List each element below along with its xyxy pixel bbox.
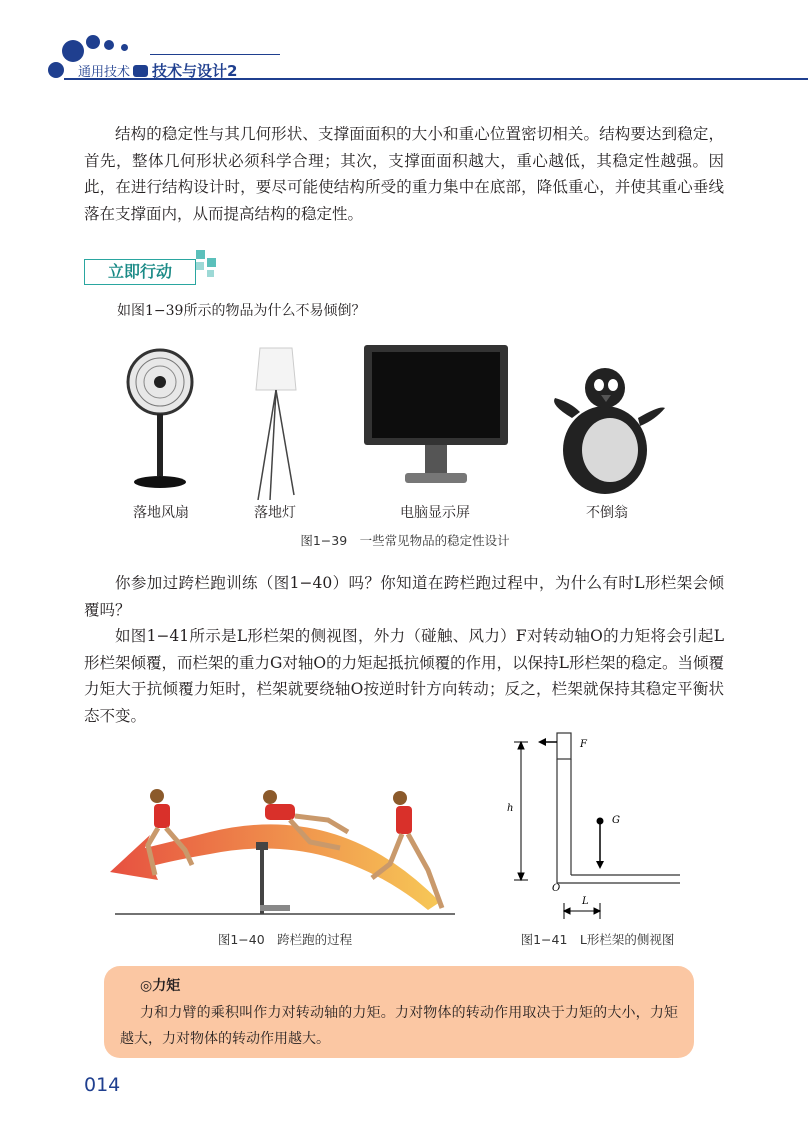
label-f: F (580, 739, 587, 750)
fig40-caption: 图1−40 跨栏跑的过程 (217, 932, 353, 947)
action-deco-square-4 (207, 270, 214, 277)
height-h-dimension (514, 742, 528, 880)
fig39-label-fan: 落地风扇 (133, 505, 189, 521)
floor-lamp-image (256, 348, 296, 500)
fig41-caption: 图1−41 L形栏架的侧视图 (520, 932, 675, 947)
header-dot-small (104, 40, 114, 50)
label-o: O (552, 883, 561, 894)
action-deco-square-3 (196, 262, 204, 270)
hurdle-question: 你参加过跨栏跑训练（图1−40）吗？你知道在跨栏跑过程中，为什么有时L形栏架会倾覆吗？ (84, 574, 724, 619)
fan-image (128, 350, 192, 488)
label-g: G (612, 815, 620, 826)
tumbler-image (554, 368, 665, 494)
header-dot-medium (86, 35, 100, 49)
action-label: 立即行动 (84, 259, 196, 285)
l-frame (557, 733, 680, 883)
torque-explanation: 如图1−41所示是L形栏架的侧视图，外力（碰触、风力）F对转动轴O的力矩将会引起L形栏架倾覆，而栏架的重力G对轴O的力矩起抵抗倾覆的作用，以保持L形栏架的稳定。当倾覆力矩大于抗倾覆力矩时，栏架就要绕轴O按逆时针方向转动；反之，栏架就保持其稳定平衡状态不变。 (84, 627, 724, 725)
fig39-label-tumbler: 不倒翁 (586, 505, 628, 521)
torque-box-title: ◎力矩 (140, 978, 181, 994)
action-question: 如图1−39所示的物品为什么不易倾倒？ (117, 303, 366, 319)
label-l: L (582, 896, 589, 907)
header-series: 通用技术 (78, 65, 131, 80)
figure-1-41 (500, 725, 695, 925)
action-deco-square-1 (196, 250, 205, 259)
header-dot-tiny (121, 44, 128, 51)
header-dot-large (62, 40, 84, 62)
intro-paragraph: 结构的稳定性与其几何形状、支撑面面积的大小和重心位置密切相关。结构要达到稳定，首先，整体几何形状必须科学合理；其次，支撑面面积越大，重心越低，其稳定性越强。因此，在进行结构设计时，要尽可能使结构所受的重力集中在底部，降低重心，并使其重心垂线落在支撑面内，从而提高结构的稳定性。 (84, 125, 724, 223)
monitor-image (364, 345, 508, 483)
fig39-label-lamp: 落地灯 (254, 505, 296, 521)
gravity-g-arrow (596, 818, 604, 870)
force-f-arrow (538, 738, 557, 746)
header-badge (133, 65, 148, 77)
header-book: 技术与设计2 (152, 62, 238, 80)
figure-1-40 (110, 780, 465, 920)
page-number: 014 (84, 1074, 121, 1096)
action-deco-square-2 (207, 258, 216, 267)
label-h: h (507, 803, 514, 814)
hurdle (256, 842, 290, 914)
figure-1-39 (110, 340, 690, 500)
torque-box-text: 力和力臂的乘积叫作力对转动轴的力矩。力对物体的转动作用取决于力矩的大小，力矩越大，力对物体的转动作用越大。 (120, 1005, 678, 1047)
fig39-caption: 图1−39 一些常见物品的稳定性设计 (300, 533, 510, 548)
fig39-label-monitor: 电脑显示屏 (400, 505, 470, 521)
trajectory-arrow (110, 824, 440, 910)
header-title (78, 60, 237, 81)
header-dot-left (48, 62, 64, 78)
header-thin-line (150, 54, 280, 55)
